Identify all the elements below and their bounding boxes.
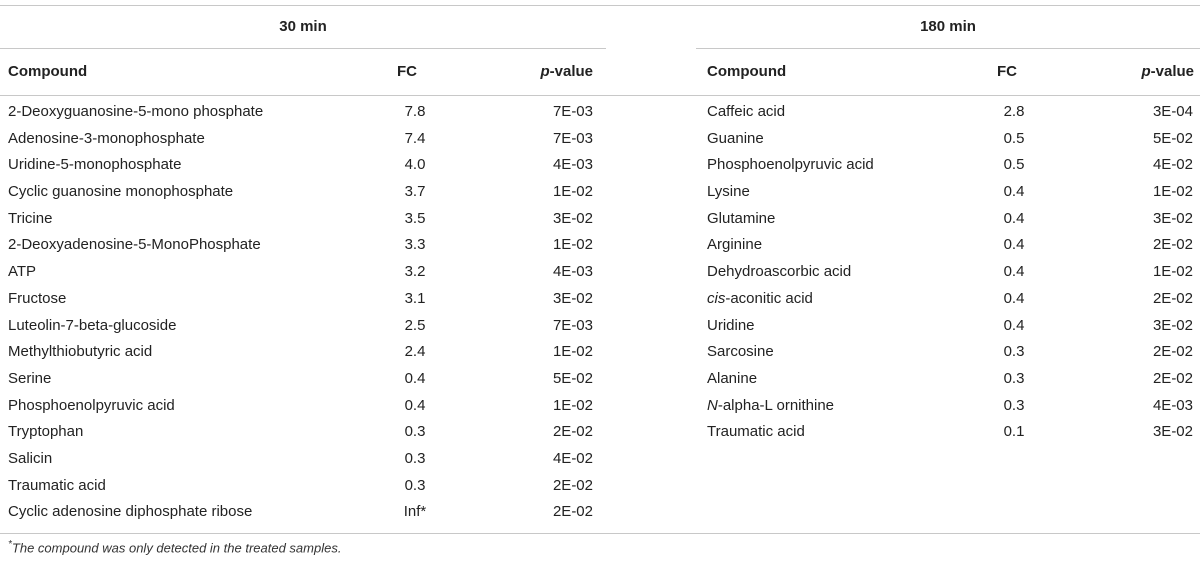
table-row — [8, 99, 608, 126]
table-row — [707, 419, 1197, 446]
bottom-rule — [0, 533, 1200, 534]
compound-cell: Tricine — [8, 209, 53, 227]
fc-cell: 3.3 — [404, 236, 426, 254]
header-rule — [0, 95, 1200, 96]
fc-cell: 0.3 — [1003, 396, 1025, 414]
right-header-pvalue — [1094, 63, 1194, 80]
pvalue-cell: 3E-02 — [1152, 209, 1193, 227]
table-row — [707, 339, 1197, 366]
pvalue-cell: 2E-02 — [552, 503, 593, 521]
left-table-body — [8, 99, 608, 526]
compound-cell: Methylthiobutyric acid — [8, 343, 153, 361]
table-row — [707, 259, 1197, 286]
pvalue-cell: 3E-02 — [552, 209, 593, 227]
fc-cell: 0.5 — [1003, 156, 1025, 174]
pvalue-cell: 3E-04 — [1152, 103, 1193, 120]
footnote-marker: * — [8, 539, 12, 550]
pvalue-cell: 1E-02 — [1152, 263, 1193, 281]
fc-cell: 3.1 — [404, 289, 426, 307]
table-row — [8, 179, 608, 206]
compound-cell: Cyclic adenosine diphosphate ribose — [8, 503, 253, 521]
table-footnote — [8, 539, 341, 555]
fc-cell: 0.4 — [1003, 209, 1025, 227]
top-rule — [0, 5, 1200, 6]
table-row — [8, 286, 608, 313]
compound-cell: Traumatic acid — [8, 476, 106, 494]
compound-cell: Fructose — [8, 289, 67, 307]
compound-cell: Phosphoenolpyruvic acid — [8, 396, 175, 414]
left-group-title: 30 min — [279, 18, 327, 35]
right-group-rule — [696, 48, 1200, 49]
pvalue-cell: 3E-02 — [552, 289, 593, 307]
compound-cell: Tryptophan — [8, 423, 84, 441]
fc-cell: Inf* — [403, 503, 427, 521]
compound-cell: Uridine-5-monophosphate — [8, 156, 182, 174]
pvalue-cell: 4E-03 — [1152, 396, 1193, 414]
compound-cell: Arginine — [707, 236, 763, 254]
fc-cell: 0.3 — [404, 449, 426, 467]
compound-text: -alpha-L ornithine — [717, 396, 835, 414]
fc-cell: 0.3 — [1003, 369, 1025, 387]
footnote-text: The compound was only detected in the treated samples. — [11, 540, 342, 556]
fc-cell: 0.5 — [1003, 129, 1025, 147]
left-header-fc: FC — [397, 63, 417, 80]
fc-cell: 0.4 — [1003, 236, 1025, 254]
table-row — [707, 152, 1197, 179]
compound-cell: Dehydroascorbic acid — [707, 263, 852, 281]
compound-cell — [707, 286, 813, 313]
table-row — [707, 126, 1197, 153]
table-row — [8, 313, 608, 340]
fc-cell: 0.3 — [1003, 343, 1025, 361]
compound-italic-prefix: cis — [707, 289, 726, 307]
right-header-fc: FC — [997, 63, 1017, 80]
table-row — [707, 393, 1197, 420]
fc-cell: 0.4 — [404, 396, 426, 414]
pvalue-cell: 1E-02 — [1152, 183, 1193, 201]
fc-cell: 2.4 — [404, 343, 426, 361]
pvalue-cell: 4E-03 — [552, 263, 593, 281]
pvalue-cell: 1E-02 — [552, 183, 593, 201]
right-table-body — [707, 99, 1197, 446]
pvalue-cell: 1E-02 — [552, 343, 593, 361]
compound-cell — [707, 393, 834, 420]
compound-cell: Luteolin-7-beta-glucoside — [8, 316, 177, 334]
pvalue-cell: 2E-02 — [1152, 236, 1193, 254]
fc-cell: 0.4 — [1003, 183, 1025, 201]
left-group-rule — [0, 48, 606, 49]
table-row — [8, 339, 608, 366]
table-row — [707, 366, 1197, 393]
compound-text: -aconitic acid — [725, 289, 813, 307]
compound-cell: Alanine — [707, 369, 758, 387]
fc-cell: 0.4 — [1003, 316, 1025, 334]
fc-cell: 3.2 — [404, 263, 426, 281]
table-row — [707, 286, 1197, 313]
table-row — [8, 393, 608, 420]
fc-cell: 0.1 — [1003, 423, 1025, 441]
fc-cell: 0.4 — [1003, 289, 1025, 307]
fc-cell: 7.8 — [404, 103, 426, 120]
fc-cell: 0.4 — [404, 369, 426, 387]
pvalue-cell: 2E-02 — [552, 476, 593, 494]
compound-cell: Adenosine-3-monophosphate — [8, 129, 205, 147]
right-group-title: 180 min — [920, 18, 976, 35]
pvalue-cell: 2E-02 — [552, 423, 593, 441]
right-header-value: -value — [1150, 63, 1194, 80]
table-row — [707, 99, 1197, 126]
fc-cell: 4.0 — [404, 156, 426, 174]
table-row — [8, 152, 608, 179]
compound-cell: Guanine — [707, 129, 764, 147]
pvalue-cell: 2E-02 — [1152, 369, 1193, 387]
compound-cell: Serine — [8, 369, 52, 387]
left-header-p: p — [540, 63, 550, 80]
pvalue-cell: 2E-02 — [1152, 343, 1193, 361]
compound-cell: 2-Deoxyguanosine-5-mono phosphate — [8, 103, 264, 120]
pvalue-cell: 4E-02 — [552, 449, 593, 467]
table-row — [8, 446, 608, 473]
fc-cell: 0.3 — [404, 423, 426, 441]
table-row — [707, 179, 1197, 206]
table-row — [8, 232, 608, 259]
fc-cell: 0.4 — [1003, 263, 1025, 281]
compound-cell: Caffeic acid — [707, 103, 786, 120]
table-row — [8, 366, 608, 393]
pvalue-cell: 5E-02 — [1152, 129, 1193, 147]
fc-cell: 3.5 — [404, 209, 426, 227]
pvalue-cell: 1E-02 — [552, 396, 593, 414]
pvalue-cell: 7E-03 — [552, 129, 593, 147]
compound-cell: 2-Deoxyadenosine-5-MonoPhosphate — [8, 236, 261, 254]
table-row — [8, 419, 608, 446]
pvalue-cell: 7E-03 — [552, 316, 593, 334]
pvalue-cell: 4E-02 — [1152, 156, 1193, 174]
table-row — [707, 232, 1197, 259]
compound-cell: Glutamine — [707, 209, 776, 227]
fc-cell: 2.8 — [1003, 103, 1025, 120]
fc-cell: 7.4 — [404, 129, 426, 147]
compound-cell: Phosphoenolpyruvic acid — [707, 156, 874, 174]
table-row — [707, 206, 1197, 233]
left-header-pvalue — [493, 63, 593, 80]
table-row — [8, 499, 608, 526]
left-header-value: -value — [549, 63, 593, 80]
compound-cell: Cyclic guanosine monophosphate — [8, 183, 234, 201]
fc-cell: 3.7 — [404, 183, 426, 201]
table-row — [8, 473, 608, 500]
compound-cell: ATP — [8, 263, 37, 281]
compound-cell: Lysine — [707, 183, 750, 201]
table-row — [8, 206, 608, 233]
pvalue-cell: 3E-02 — [1152, 316, 1193, 334]
pvalue-cell: 4E-03 — [552, 156, 593, 174]
compound-italic-prefix: N — [707, 396, 718, 414]
pvalue-cell: 3E-02 — [1152, 423, 1193, 441]
table-row — [8, 259, 608, 286]
table-row — [8, 126, 608, 153]
pvalue-cell: 7E-03 — [552, 103, 593, 120]
right-header-compound: Compound — [707, 63, 787, 80]
compound-cell: Salicin — [8, 449, 53, 467]
compound-cell: Uridine — [707, 316, 755, 334]
pvalue-cell: 5E-02 — [552, 369, 593, 387]
pvalue-cell: 2E-02 — [1152, 289, 1193, 307]
compound-cell: Sarcosine — [707, 343, 774, 361]
fc-cell: 0.3 — [404, 476, 426, 494]
table-row — [707, 313, 1197, 340]
compound-cell: Traumatic acid — [707, 423, 805, 441]
fc-cell: 2.5 — [404, 316, 426, 334]
pvalue-cell: 1E-02 — [552, 236, 593, 254]
left-header-compound: Compound — [8, 63, 88, 80]
right-header-p: p — [1141, 63, 1151, 80]
